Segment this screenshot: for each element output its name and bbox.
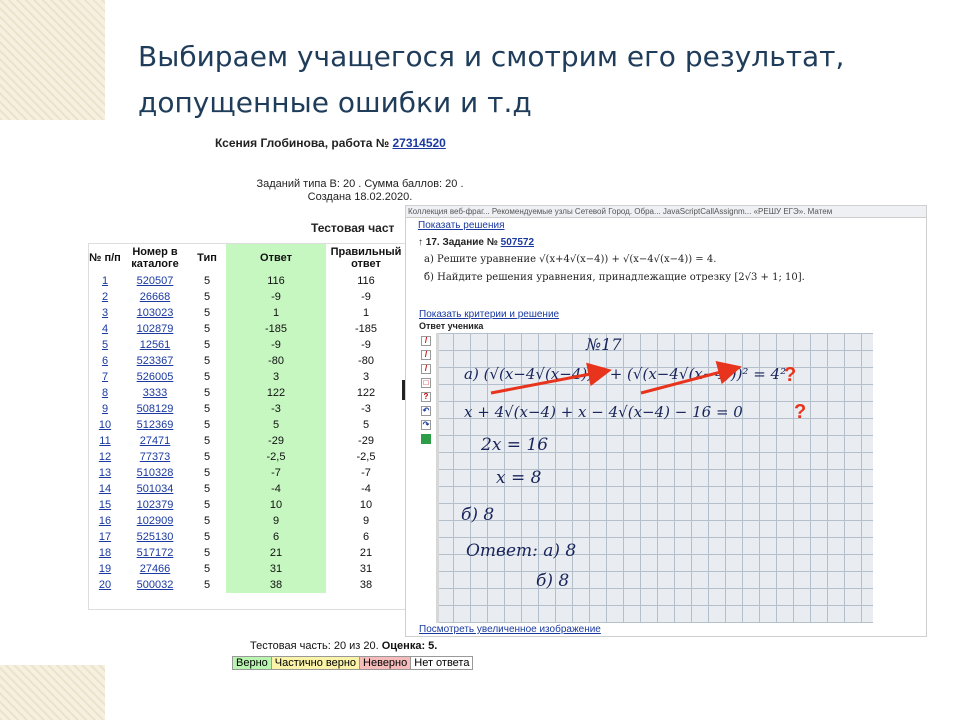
row-type: 5 (203, 291, 211, 303)
header-type: Тип (197, 252, 217, 264)
row-num-link-cell (88, 323, 122, 335)
table-row (88, 481, 406, 497)
row-answer-cell (226, 545, 326, 561)
row-type-cell (188, 275, 226, 287)
row-correct-answer-cell (326, 435, 406, 447)
slide-title-line2: допущенные ошибки и т.д (138, 86, 532, 119)
row-answer-cell (226, 561, 326, 577)
row-num-link[interactable]: 8 (101, 387, 109, 399)
row-type: 5 (203, 547, 211, 559)
row-correct-answer-cell (326, 275, 406, 287)
row-answer: 1 (272, 307, 280, 319)
row-correct-answer-cell (326, 547, 406, 559)
row-type-cell (188, 323, 226, 335)
row-type-cell (188, 483, 226, 495)
row-correct-answer: 116 (357, 275, 375, 287)
catalog-link-cell (122, 403, 188, 415)
work-id-link[interactable]: 27314520 (392, 136, 446, 150)
row-num-link-cell (88, 419, 122, 431)
row-correct-answer-cell (326, 451, 406, 463)
row-num-link-cell (88, 387, 122, 399)
line-tool-icon[interactable]: / (421, 336, 431, 346)
catalog-link-cell (122, 547, 188, 559)
row-num-link-cell (88, 371, 122, 383)
catalog-link[interactable]: 77373 (139, 451, 171, 463)
row-type-cell (188, 291, 226, 303)
catalog-link[interactable]: 500032 (136, 579, 174, 591)
row-type: 5 (203, 403, 211, 415)
row-type: 5 (203, 579, 211, 591)
row-correct-answer-cell (326, 403, 406, 415)
catalog-link-cell (122, 339, 188, 351)
legend-partial: Частично верно (272, 657, 360, 669)
test-part-footer (250, 640, 437, 652)
row-answer: 31 (269, 563, 283, 575)
row-correct-answer-cell (326, 467, 406, 479)
row-answer-cell (226, 481, 326, 497)
row-num-link[interactable]: 18 (98, 547, 112, 559)
catalog-link-cell (122, 291, 188, 303)
marker-tool-icon[interactable]: / (421, 364, 431, 374)
row-num-link[interactable]: 20 (98, 579, 112, 591)
table-row (88, 561, 406, 577)
summary-line2: Создана 18.02.2020. (307, 191, 413, 203)
row-num-link-cell (88, 355, 122, 367)
row-num-link-cell (88, 291, 122, 303)
redo-icon[interactable]: ↷ (422, 420, 430, 429)
catalog-link-cell (122, 419, 188, 431)
row-answer-cell (226, 289, 326, 305)
row-num-link-cell (88, 579, 122, 591)
row-type: 5 (203, 371, 211, 383)
row-correct-answer: -3 (361, 403, 371, 415)
row-correct-answer: -185 (354, 323, 378, 335)
row-answer: 21 (269, 547, 283, 559)
catalog-link[interactable]: 510328 (136, 467, 174, 479)
student-answer-label: Ответ ученика (419, 321, 484, 331)
row-type-cell (188, 563, 226, 575)
row-type-cell (188, 451, 226, 463)
student-answer-photo (436, 333, 873, 623)
row-type-cell (188, 339, 226, 351)
row-num-link[interactable]: 4 (101, 323, 109, 335)
row-num-link[interactable]: 1 (101, 275, 109, 287)
row-num-link[interactable]: 11 (99, 435, 111, 447)
row-type: 5 (203, 467, 211, 479)
row-answer: 5 (272, 419, 280, 431)
row-correct-answer: 21 (359, 547, 373, 559)
table-row (88, 369, 406, 385)
row-answer-cell (226, 433, 326, 449)
catalog-link-cell (122, 435, 188, 447)
row-answer-cell (226, 337, 326, 353)
table-row (88, 289, 406, 305)
row-answer: 122 (266, 387, 286, 399)
row-answer-cell (226, 465, 326, 481)
row-correct-answer: 6 (362, 531, 370, 543)
row-num-link-cell (88, 563, 122, 575)
criteria-link[interactable]: Показать критерии и решение (419, 309, 560, 320)
hw-line5: б) 8 (461, 505, 495, 525)
legend-wrong: Неверно (360, 657, 411, 669)
row-answer-cell (226, 529, 326, 545)
table-body (88, 273, 406, 593)
row-type-cell (188, 499, 226, 511)
row-answer: -2,5 (266, 451, 286, 463)
catalog-link-cell (122, 499, 188, 511)
row-type-cell (188, 307, 226, 319)
table-row (88, 497, 406, 513)
row-correct-answer: 5 (362, 419, 370, 431)
row-correct-answer: -2,5 (356, 451, 376, 463)
row-type: 5 (203, 435, 211, 447)
save-icon[interactable] (421, 434, 431, 444)
task-screenshot (405, 205, 927, 637)
row-num-link-cell (88, 467, 122, 479)
catalog-link[interactable]: 12561 (139, 339, 171, 351)
catalog-link[interactable]: 512369 (136, 419, 174, 431)
row-type-cell (188, 467, 226, 479)
summary-line1: Заданий типа В: 20 . Сумма баллов: 20 . (256, 178, 464, 190)
hw-line1: а) (√(x−4√(x−4)))² + (√(x−4√(x−4)))² = 4² (464, 365, 787, 383)
footer-grade: Оценка: 5. (381, 640, 438, 652)
row-type: 5 (203, 387, 211, 399)
header-correct: Правильный ответ (330, 246, 402, 270)
row-correct-answer: 1 (362, 307, 370, 319)
row-correct-answer-cell (326, 291, 406, 303)
row-correct-answer-cell (326, 515, 406, 527)
row-num-link-cell (88, 307, 122, 319)
row-num-link[interactable]: 7 (101, 371, 109, 383)
row-num-link[interactable]: 16 (98, 515, 112, 527)
catalog-link[interactable]: 501034 (136, 483, 174, 495)
row-correct-answer-cell (326, 355, 406, 367)
row-num-link[interactable]: 9 (101, 403, 109, 415)
row-correct-answer-cell (326, 419, 406, 431)
hw-line7: б) 8 (536, 571, 570, 591)
legend-correct: Верно (233, 657, 272, 669)
catalog-link[interactable]: 520507 (136, 275, 174, 287)
hw-line6: Ответ: а) 8 (466, 541, 577, 561)
table-header (88, 243, 406, 273)
task-prefix: ↑ 17. Задание № (418, 237, 498, 248)
table-row (88, 529, 406, 545)
task-part-a: а) Решите уравнение √(x+4√(x−4)) + √(x−4√(x−4)) = 4. (424, 254, 717, 265)
catalog-link[interactable]: 103023 (136, 307, 174, 319)
row-correct-answer: 38 (359, 579, 373, 591)
catalog-link-cell (122, 579, 188, 591)
catalog-link-cell (122, 531, 188, 543)
row-type-cell (188, 579, 226, 591)
row-type-cell (188, 531, 226, 543)
row-type: 5 (203, 339, 211, 351)
row-type: 5 (203, 499, 211, 511)
row-num-link[interactable]: 15 (98, 499, 112, 511)
row-answer: -185 (264, 323, 288, 335)
catalog-link[interactable]: 102909 (136, 515, 174, 527)
catalog-link[interactable]: 508129 (136, 403, 174, 415)
zoom-image-link[interactable]: Посмотреть увеличенное изображение (419, 624, 601, 635)
table-row (88, 273, 406, 289)
results-table (88, 243, 406, 593)
catalog-link-cell (122, 387, 188, 399)
row-correct-answer: 9 (362, 515, 370, 527)
row-num-link-cell (88, 483, 122, 495)
task-part-b: б) Найдите решения уравнения, принадлежащие отрезку [2√3 + 1; 10]. (424, 272, 805, 283)
row-answer-cell (226, 577, 326, 593)
row-correct-answer-cell (326, 531, 406, 543)
row-answer: 116 (267, 275, 285, 287)
undo-icon[interactable]: ↶ (422, 406, 430, 415)
header-catalog: Номер в каталоге (131, 246, 179, 270)
row-answer-cell (226, 273, 326, 289)
catalog-link-cell (122, 451, 188, 463)
show-solutions-link[interactable]: Показать решения (418, 220, 505, 231)
row-type-cell (188, 435, 226, 447)
catalog-link-cell (122, 371, 188, 383)
catalog-link[interactable]: 523367 (136, 355, 174, 367)
browser-bookmarks-bar: Коллекция веб-фраг... Рекомендуемые узлы Сетевой Город. Обра... JavaScriptCallAssignm... «РЕШУ ЕГЭ». Матем (406, 206, 927, 218)
rect-tool-icon[interactable]: □ (421, 378, 431, 388)
row-type: 5 (203, 451, 211, 463)
row-answer: -4 (271, 483, 281, 495)
row-type: 5 (203, 515, 211, 527)
row-answer: -3 (271, 403, 281, 415)
student-header (215, 136, 446, 150)
row-type-cell (188, 371, 226, 383)
row-type: 5 (203, 531, 211, 543)
row-answer-cell (226, 449, 326, 465)
table-row (88, 449, 406, 465)
table-row (88, 433, 406, 449)
row-correct-answer-cell (326, 339, 406, 351)
row-answer-cell (226, 369, 326, 385)
row-answer-cell (226, 305, 326, 321)
catalog-link-cell (122, 323, 188, 335)
row-answer-cell (226, 513, 326, 529)
row-answer-cell (226, 385, 326, 401)
row-type: 5 (203, 483, 211, 495)
row-correct-answer: -4 (361, 483, 371, 495)
catalog-link[interactable]: 3333 (142, 387, 168, 399)
table-row (88, 337, 406, 353)
header-num: № п/п (89, 252, 121, 264)
row-num-link[interactable]: 19 (98, 563, 112, 575)
row-num-link-cell (88, 499, 122, 511)
catalog-link-cell (122, 515, 188, 527)
row-correct-answer-cell (326, 499, 406, 511)
row-num-link-cell (88, 547, 122, 559)
row-answer: 6 (272, 531, 280, 543)
red-question-mark-2: ? (794, 401, 807, 423)
row-answer-cell (226, 321, 326, 337)
hw-line2: x + 4√(x−4) + x − 4√(x−4) − 16 = 0 (464, 403, 743, 421)
row-type: 5 (203, 419, 211, 431)
student-name: Ксения Глобинова, работа № (215, 136, 390, 150)
row-correct-answer-cell (326, 483, 406, 495)
row-num-link[interactable]: 14 (98, 483, 112, 495)
task-heading (418, 237, 534, 248)
row-correct-answer: -9 (361, 291, 371, 303)
row-answer-cell (226, 497, 326, 513)
row-num-link-cell (88, 531, 122, 543)
row-num-link-cell (88, 403, 122, 415)
task-id-link[interactable]: 507572 (500, 237, 535, 248)
test-part-heading: Тестовая част (311, 221, 395, 235)
catalog-link[interactable]: 517172 (136, 547, 174, 559)
row-answer: 10 (269, 499, 283, 511)
row-correct-answer: 3 (362, 371, 370, 383)
row-correct-answer: -29 (358, 435, 374, 447)
row-type: 5 (203, 275, 211, 287)
row-correct-answer: 122 (356, 387, 376, 399)
catalog-link-cell (122, 563, 188, 575)
row-num-link[interactable]: 2 (101, 291, 109, 303)
row-answer: 9 (272, 515, 280, 527)
row-correct-answer: 31 (359, 563, 373, 575)
slide-title-line1: Выбираем учащегося и смотрим его результат, (138, 40, 845, 73)
catalog-link-cell (122, 307, 188, 319)
row-num-link-cell (88, 339, 122, 351)
row-type-cell (188, 547, 226, 559)
table-row (88, 353, 406, 369)
row-num-link[interactable]: 3 (101, 307, 109, 319)
row-answer-cell (226, 401, 326, 417)
row-type-cell (188, 403, 226, 415)
row-type-cell (188, 355, 226, 367)
row-correct-answer: -7 (361, 467, 371, 479)
row-num-link-cell (88, 515, 122, 527)
work-summary (160, 178, 560, 204)
row-type-cell (188, 419, 226, 431)
row-answer: -9 (271, 291, 281, 303)
table-row (88, 305, 406, 321)
row-correct-answer-cell (326, 563, 406, 575)
row-type-cell (188, 387, 226, 399)
table-row (88, 465, 406, 481)
catalog-link[interactable]: 525130 (136, 531, 174, 543)
row-answer: 38 (269, 579, 283, 591)
row-num-link[interactable]: 17 (98, 531, 112, 543)
row-answer: 3 (272, 371, 280, 383)
legend-no-answer: Нет ответа (411, 657, 472, 669)
row-num-link[interactable]: 13 (98, 467, 112, 479)
row-answer: -29 (268, 435, 284, 447)
row-correct-answer: -80 (358, 355, 374, 367)
hw-line3: 2x = 16 (481, 435, 549, 455)
color-legend (232, 656, 473, 670)
red-question-mark-1: ? (784, 364, 797, 386)
table-row (88, 577, 406, 593)
row-type: 5 (203, 355, 211, 367)
row-answer-cell (226, 417, 326, 433)
catalog-link[interactable]: 526005 (136, 371, 174, 383)
annotation-toolbar (421, 336, 433, 448)
table-row (88, 513, 406, 529)
row-answer: -9 (271, 339, 281, 351)
decor-corner-bottom (0, 665, 105, 720)
row-type: 5 (203, 563, 211, 575)
row-type: 5 (203, 323, 211, 335)
table-row (88, 545, 406, 561)
footer-score: Тестовая часть: 20 из 20. (250, 640, 379, 652)
header-answer: Ответ (226, 243, 326, 273)
row-num-link[interactable]: 6 (101, 355, 109, 367)
row-correct-answer-cell (326, 387, 406, 399)
row-answer: -80 (268, 355, 284, 367)
red-arrow-1 (491, 371, 606, 393)
row-correct-answer-cell (326, 323, 406, 335)
row-type-cell (188, 515, 226, 527)
table-row (88, 417, 406, 433)
row-correct-answer: -9 (361, 339, 371, 351)
hw-task-number: №17 (586, 335, 622, 354)
table-row (88, 321, 406, 337)
row-correct-answer: 10 (359, 499, 373, 511)
catalog-link[interactable]: 102379 (136, 499, 174, 511)
pen-tool-icon[interactable]: / (421, 350, 431, 360)
row-num-link[interactable]: 5 (101, 339, 109, 351)
catalog-link-cell (122, 467, 188, 479)
question-tool-icon[interactable]: ? (421, 392, 431, 402)
row-correct-answer-cell (326, 371, 406, 383)
catalog-link-cell (122, 355, 188, 367)
catalog-link-cell (122, 483, 188, 495)
red-arrow-2 (641, 368, 736, 393)
row-type: 5 (203, 307, 211, 319)
row-correct-answer-cell (326, 307, 406, 319)
row-num-link-cell (88, 435, 122, 447)
catalog-link[interactable]: 102879 (136, 323, 174, 335)
decor-corner-top (0, 0, 105, 120)
row-num-link-cell (88, 275, 122, 287)
row-num-link-cell (88, 451, 122, 463)
row-num-link[interactable]: 12 (98, 451, 112, 463)
slide-title (138, 34, 918, 126)
row-answer-cell (226, 353, 326, 369)
row-correct-answer-cell (326, 579, 406, 591)
table-row (88, 401, 406, 417)
catalog-link-cell (122, 275, 188, 287)
catalog-link[interactable]: 26668 (139, 291, 171, 303)
table-row (88, 385, 406, 401)
row-num-link[interactable]: 10 (98, 419, 112, 431)
row-answer: -7 (271, 467, 281, 479)
catalog-link[interactable]: 27466 (139, 563, 171, 575)
catalog-link[interactable]: 27471 (139, 435, 171, 447)
hw-line4: x = 8 (496, 468, 542, 488)
